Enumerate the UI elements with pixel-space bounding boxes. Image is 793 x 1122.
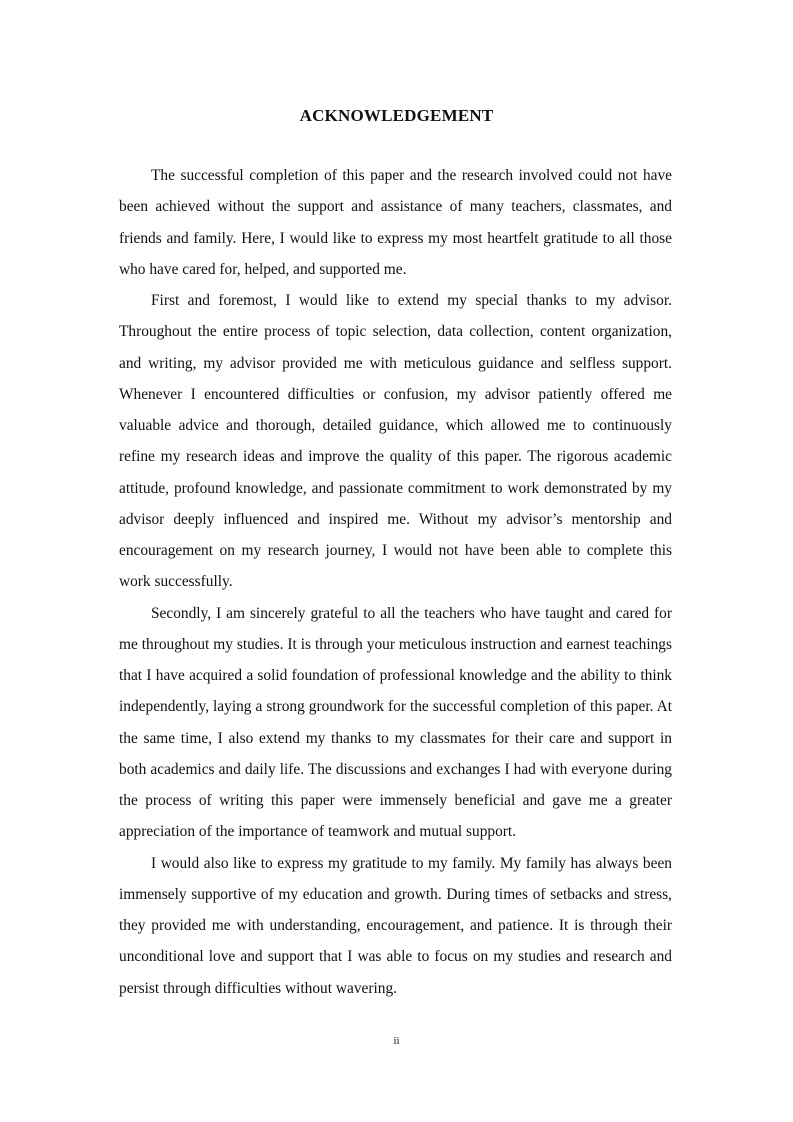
page-number: ii [393, 1035, 400, 1047]
paragraph-intro: The successful completion of this paper and the research involved could not have been achieved without the support and assistance of many teachers, classmates, and friends and family. Here, I would like to express my most heartfelt gratitude to all those who have cared for, helped, and supported me. [119, 167, 672, 278]
paragraph-teachers-classmates: Secondly, I am sincerely grateful to all the teachers who have taught and cared for me throughout my studies. It is through your meticulous instruction and earnest teachings that I have acquired a solid foundation of professional knowledge and the ability to think independently, laying a strong groundwork for the successful completion of this paper. At the same time, I also extend my thanks to my classmates for their care and support in both academics and daily life. The discussions and exchanges I had with everyone during the process of writing this paper were immensely beneficial and gave me a greater appreciation of the importance of teamwork and mutual support. [119, 604, 672, 841]
acknowledgement-body [119, 160, 672, 1004]
page-title: ACKNOWLEDGEMENT [299, 106, 494, 125]
paragraph-advisor: First and foremost, I would like to extend my special thanks to my advisor. Throughout the entire process of topic selection, data collection, content organization, and writing, my advisor provided me with meticulous guidance and selfless support. Whenever I encountered difficulties or confusion, my advisor patiently offered me valuable advice and thorough, detailed guidance, which allowed me to continuously refine my research ideas and improve the quality of this paper. The rigorous academic attitude, profound knowledge, and passionate commitment to work demonstrated by my advisor deeply influenced and inspired me. Without my advisor’s mentorship and encouragement on my research journey, I would not have been able to complete this work successfully. [119, 292, 672, 591]
paragraph-family: I would also like to express my gratitude to my family. My family has always been immensely supportive of my education and growth. During times of setbacks and stress, they provided me with understanding, encouragement, and patience. It is through their unconditional love and support that I was able to focus on my studies and research and persist through difficulties without wavering. [119, 854, 672, 997]
